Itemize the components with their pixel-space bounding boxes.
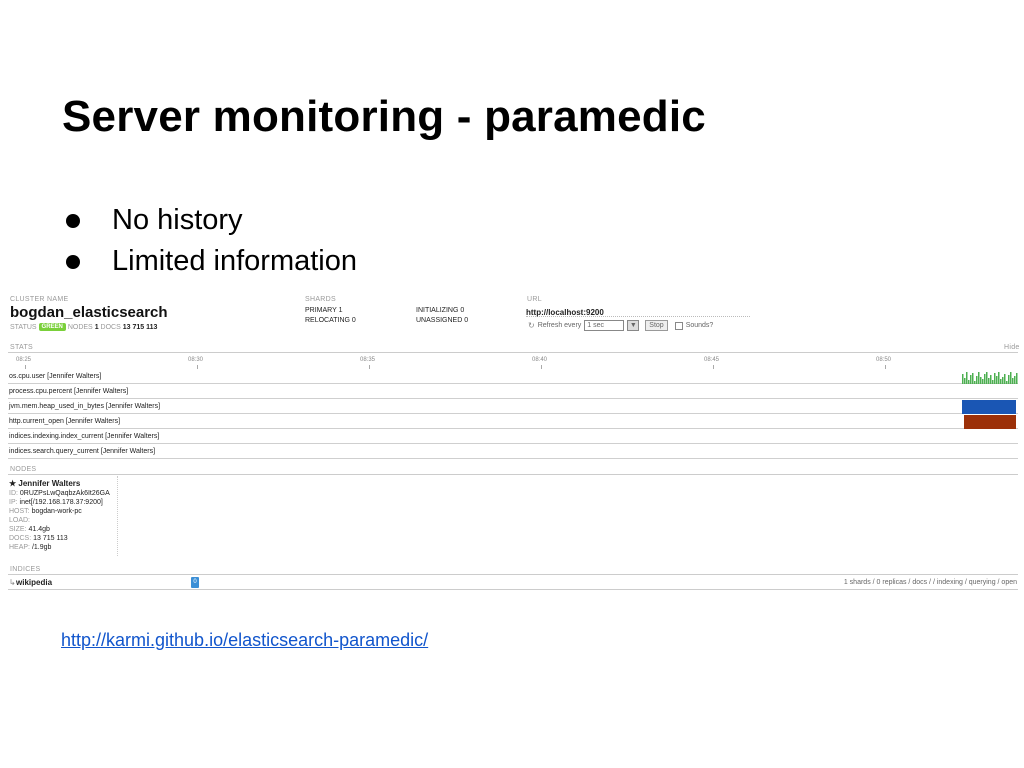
expand-icon[interactable]: ↳ (9, 578, 16, 587)
cpu-sparkline-bar (1004, 374, 1006, 384)
primary-count: PRIMARY 1 (305, 307, 343, 314)
time-tick-mark (25, 365, 26, 369)
stop-button[interactable]: Stop (645, 320, 667, 331)
cpu-sparkline-bar (996, 376, 998, 384)
metric-label: indices.indexing.index_current [Jennifer Walters] (9, 433, 160, 440)
node-load-key: LOAD: (9, 517, 31, 524)
cpu-sparkline-bar (1008, 375, 1010, 384)
cpu-sparkline-bar (990, 375, 992, 384)
refresh-interval-select[interactable]: 1 sec (584, 320, 624, 331)
slide-title: Server monitoring - paramedic (62, 92, 706, 141)
divider (8, 352, 1018, 353)
docs-value: 13 715 113 (122, 323, 158, 331)
shards-label: SHARDS (305, 296, 336, 303)
cpu-sparkline-bar (1012, 378, 1014, 384)
bullet-dot-icon (66, 214, 80, 228)
sounds-checkbox[interactable] (675, 322, 683, 330)
cpu-sparkline-bar (976, 376, 978, 384)
node-host-key: HOST: (9, 508, 30, 515)
url-label: URL (527, 296, 542, 303)
nodes-section-label: NODES (10, 466, 37, 473)
cpu-sparkline-bar (970, 375, 972, 384)
cpu-sparkline-bar (968, 380, 970, 384)
refresh-icon[interactable]: ↻ (528, 321, 535, 330)
http-area (964, 415, 1016, 429)
metric-row-heap (8, 400, 1018, 414)
url-input[interactable]: http://localhost:9200 (526, 308, 750, 317)
cpu-sparkline-bar (986, 372, 988, 384)
cpu-sparkline-bar (980, 377, 982, 384)
heap-area (962, 400, 1016, 414)
time-tick-mark (197, 365, 198, 369)
node-heap-key: HEAP: (9, 544, 31, 551)
cpu-user-sparkline (962, 370, 1018, 384)
shard-badge[interactable]: 0 (191, 577, 199, 588)
node-size: 41.4gb (28, 526, 50, 533)
cluster-name-label: CLUSTER NAME (10, 296, 69, 303)
node-host: bogdan-work-pc (31, 508, 82, 515)
chevron-down-icon[interactable]: ▼ (627, 320, 639, 331)
metric-row-process-cpu (8, 385, 1018, 399)
bullet-item (66, 241, 357, 282)
time-tick: 08:40 (532, 357, 548, 363)
metric-row-cpu-user (8, 370, 1018, 384)
metric-row-indexing (8, 430, 1018, 444)
node-name: Jennifer Walters (18, 479, 81, 488)
cpu-sparkline-bar (962, 374, 964, 384)
metric-label: os.cpu.user [Jennifer Walters] (9, 373, 102, 380)
node-card (8, 476, 118, 556)
paramedic-link[interactable]: http://karmi.github.io/elasticsearch-paramedic/ (61, 630, 429, 650)
cpu-sparkline-bar (1000, 379, 1002, 384)
metric-label: http.current_open [Jennifer Walters] (9, 418, 121, 425)
docs-label: DOCS (100, 323, 121, 331)
status-badge: GREEN (39, 323, 66, 331)
index-row[interactable] (8, 576, 1018, 590)
unassigned-count: UNASSIGNED 0 (416, 317, 469, 324)
node-id-key: ID: (9, 490, 18, 497)
time-tick-mark (369, 365, 370, 369)
node-docs: 13 715 113 (33, 535, 68, 542)
node-ip-key: IP: (9, 499, 18, 506)
time-tick: 08:25 (16, 357, 32, 363)
index-name: wikipedia (16, 578, 53, 587)
metric-row-http (8, 415, 1018, 429)
star-icon: ★ (9, 479, 17, 488)
cpu-sparkline-bar (992, 380, 994, 384)
node-heap: /1.9gb (31, 544, 52, 551)
divider (8, 474, 1018, 475)
cpu-sparkline-bar (1014, 376, 1016, 384)
cpu-sparkline-bar (1010, 372, 1012, 384)
cpu-sparkline-bar (1016, 373, 1018, 384)
bullet-text: No history (112, 204, 243, 236)
cluster-name: bogdan_elasticsearch (10, 304, 168, 321)
metric-label: indices.search.query_current [Jennifer Walters] (9, 448, 156, 455)
time-tick: 08:45 (704, 357, 720, 363)
cpu-sparkline-bar (972, 373, 974, 384)
cpu-sparkline-bar (974, 381, 976, 384)
cpu-sparkline-bar (966, 372, 968, 384)
cpu-sparkline-bar (998, 372, 1000, 384)
relocating-count: RELOCATING 0 (305, 317, 356, 324)
paramedic-screenshot (8, 296, 1018, 594)
time-tick-mark (713, 365, 714, 369)
index-summary: 1 shards / 0 replicas / docs / / indexing / querying / open (843, 579, 1017, 586)
node-ip: inet[/192.168.178.37:9200] (19, 499, 103, 506)
hide-link[interactable]: Hide (1004, 344, 1020, 351)
time-tick: 08:30 (188, 357, 204, 363)
sounds-label: Sounds? (685, 322, 714, 329)
stats-label: STATS (10, 344, 34, 351)
cpu-sparkline-bar (978, 372, 980, 384)
bullet-list (66, 200, 357, 282)
cpu-sparkline-bar (1006, 381, 1008, 384)
time-tick-mark (541, 365, 542, 369)
divider (8, 574, 1018, 575)
bullet-item (66, 200, 357, 241)
node-docs-key: DOCS: (9, 535, 32, 542)
initializing-count: INITIALIZING 0 (416, 307, 465, 314)
time-tick: 08:35 (360, 357, 376, 363)
cpu-sparkline-bar (988, 378, 990, 384)
time-tick-mark (885, 365, 886, 369)
metric-label: jvm.mem.heap_used_in_bytes [Jennifer Walters] (9, 403, 161, 410)
cpu-sparkline-bar (982, 379, 984, 384)
nodes-value: 1 (94, 323, 99, 331)
refresh-label: Refresh every (537, 322, 582, 329)
indices-label: INDICES (10, 566, 41, 573)
cpu-sparkline-bar (984, 374, 986, 384)
node-size-key: SIZE: (9, 526, 27, 533)
cpu-sparkline-bar (994, 373, 996, 384)
bullet-dot-icon (66, 255, 80, 269)
metric-row-search (8, 445, 1018, 459)
cpu-sparkline-bar (1002, 377, 1004, 384)
bullet-text: Limited information (112, 245, 357, 277)
nodes-label: NODES (67, 323, 93, 331)
time-tick: 08:50 (876, 357, 892, 363)
node-id: 0RUZPsLwQaqbzAk6It26GA (19, 490, 110, 497)
status-label: STATUS (10, 323, 37, 331)
cpu-sparkline-bar (964, 378, 966, 384)
metric-label: process.cpu.percent [Jennifer Walters] (9, 388, 129, 395)
refresh-controls (528, 320, 713, 331)
